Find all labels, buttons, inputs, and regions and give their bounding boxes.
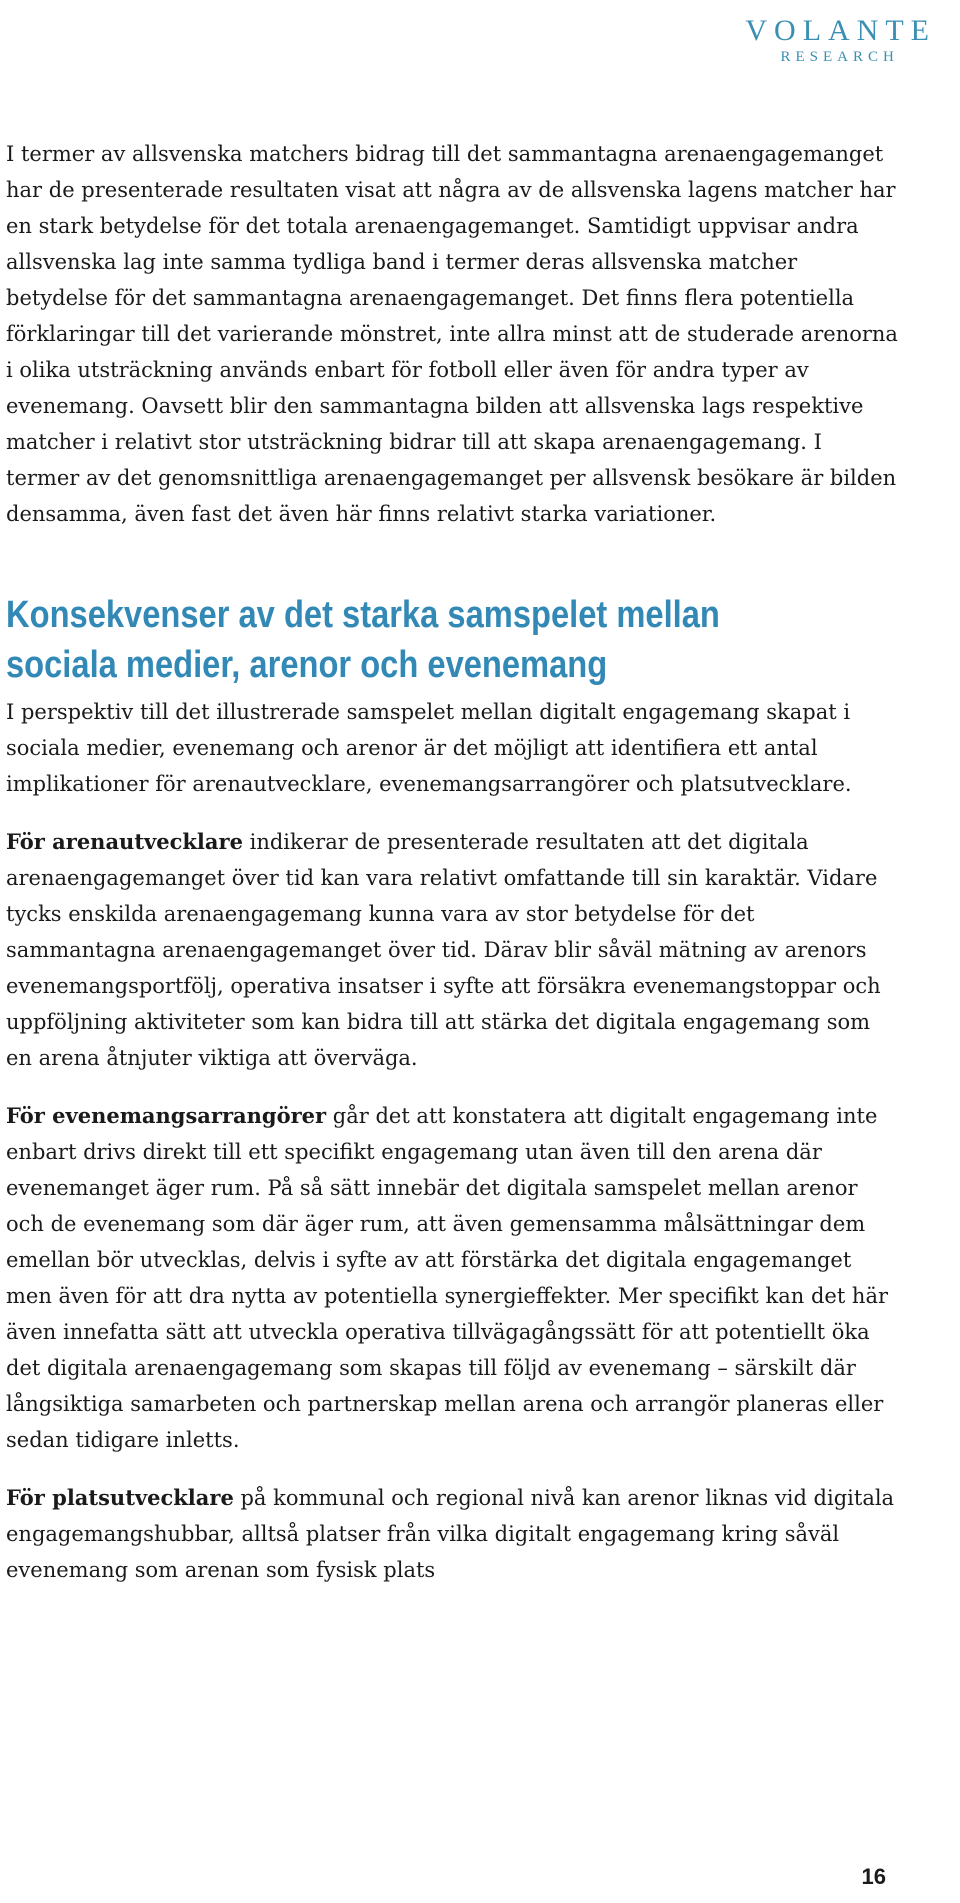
arena-developers-lead: För arenautvecklare (6, 829, 243, 854)
event-organizers-paragraph (6, 1098, 901, 1458)
page-content (6, 136, 901, 1588)
logo-name: VOLANTE (745, 14, 936, 47)
section-paragraph-intro: I perspektiv till det illustrerade samspelet mellan digitalt engagemang skapat i sociala medier, evenemang och arenor är det möjligt att identifiera ett antal implikationer för arenautvecklare, evenemangsarrangörer och platsutvecklare. (6, 700, 852, 796)
event-organizers-text: går det att konstatera att digitalt engagemang inte enbart drivs direkt till ett specifikt engagemang utan även till den arena där evenemanget äger rum. På så sätt innebär det digitala samspelet mellan arenor och de evenemang som där äger rum, att även gemensamma målsättningar dem emellan bör utvecklas, delvis i syfte av att förstärka det digitala engagemanget men även för att dra nytta av potentiella synergieffekter. Mer specifikt kan det här även innefatta sätt att utveckla operativa tillvägagångssätt för att potentiellt öka det digitala arenaengagemang som skapas till följd av evenemang – särskilt där långsiktiga samarbeten och partnerskap mellan arena och arrangör planeras eller sedan tidigare inletts. (6, 1104, 889, 1452)
place-developers-text: på kommunal och regional nivå kan arenor liknas vid digitala engagemangshubbar, alltså platser från vilka digitalt engagemang kring såväl evenemang som arenan som fysisk plats (6, 1486, 895, 1582)
intro-paragraph: I termer av allsvenska matchers bidrag till det sammantagna arenaengagemanget har de presenterade resultaten visat att några av de allsvenska lagens matcher har en stark betydelse för det totala arenaengagemanget. Samtidigt uppvisar andra allsvenska lag inte samma tydliga band i termer deras allsvenska matcher betydelse för det sammantagna arenaengagemanget. Det finns flera potentiella förklaringar till det varierande mönstret, inte allra minst att de studerade arenorna i olika utsträckning används enbart för fotboll eller även för andra typer av evenemang. Oavsett blir den sammantagna bilden att allsvenska lags respektive matcher i relativt stor utsträckning bidrar till att skapa arenaengagemang. I termer av det genomsnittliga arenaengagemanget per allsvensk besökare är bilden densamma, även fast det även här finns relativt starka variationer. (6, 142, 898, 526)
page-number: 16 (861, 1864, 886, 1889)
arena-developers-paragraph (6, 824, 901, 1076)
arena-developers-text: indikerar de presenterade resultaten att det digitala arenaengagemanget över tid kan vara relativt omfattande till sin karaktär. Vidare tycks enskilda arenaengagemang kunna vara av stor betydelse för det sammantagna arenaengagemanget över tid. Därav blir såväl mätning av arenors evenemangsportfölj, operativa insatser i syfte att försäkra evenemangstoppar och uppföljning aktiviteter som kan bidra till att stärka det digitala engagemang som en arena åtnjuter viktiga att överväga. (6, 830, 881, 1070)
volante-research-logo (738, 14, 936, 66)
event-organizers-lead: För evenemangsarrangörer (6, 1103, 327, 1128)
place-developers-paragraph (6, 1480, 901, 1588)
place-developers-lead: För platsutvecklare (6, 1485, 234, 1510)
section-heading: Konsekvenser av det starka samspelet mellan sociala medier, arenor och evenemang (6, 594, 720, 686)
logo-subtitle: RESEARCH (780, 49, 899, 65)
